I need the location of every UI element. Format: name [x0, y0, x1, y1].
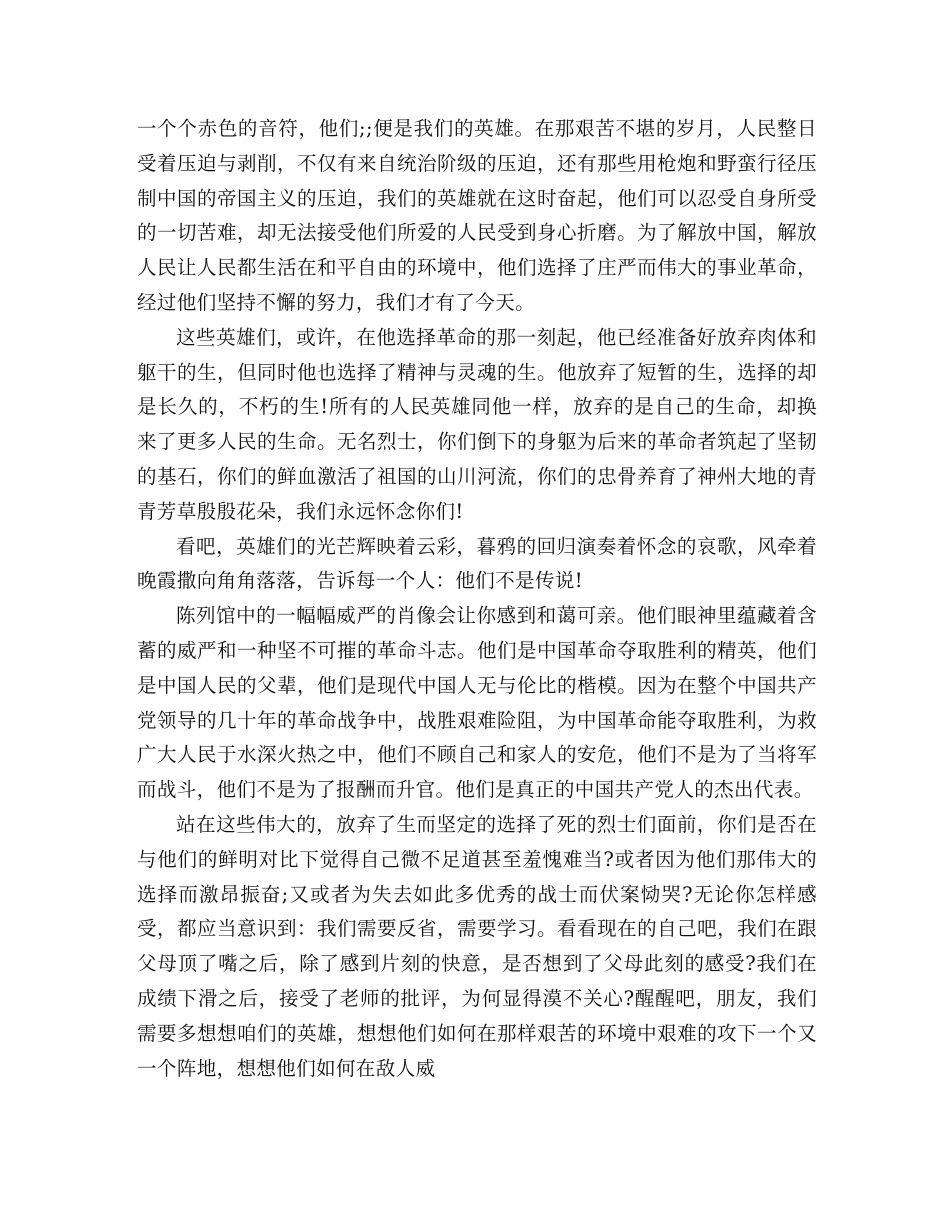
paragraph-5: 站在这些伟大的，放弃了生而坚定的选择了死的烈士们面前，你们是否在与他们的鲜明对比下觉得自己微不足道甚至羞愧难当?或者因为他们那伟大的选择而激昂振奋;又或者为失去如此多优秀的战士而伏案恸哭?无论你怎样感受，都应当意识到：我们需要反省，需要学习。看看现在的自己吧，我们在跟父母顶了嘴之后，除了感到片刻的快意，是否想到了父母此刻的感受?我们在成绩下滑之后，接受了老师的批评，为何显得漠不关心?醒醒吧，朋友，我们需要多想想咱们的英雄，想想他们如何在那样艰苦的环境中艰难的攻下一个又一个阵地，想想他们如何在敌人威 — [137, 812, 817, 1080]
paragraph-1: 一个个赤色的音符，他们;;便是我们的英雄。在那艰苦不堪的岁月，人民整日受着压迫与剥削，不仅有来自统治阶级的压迫，还有那些用枪炮和野蛮行径压制中国的帝国主义的压迫，我们的英雄就在这时奋起，他们可以忍受自身所受的一切苦难，却无法接受他们所爱的人民受到身心折磨。为了解放中国，解放人民让人民都生活在和平自由的环境中，他们选择了庄严而伟大的事业革命，经过他们坚持不懈的努力，我们才有了今天。 — [137, 117, 817, 314]
paragraph-4: 陈列馆中的一幅幅威严的肖像会让你感到和蔼可亲。他们眼神里蕴藏着含蓄的威严和一种坚不可摧的革命斗志。他们是中国革命夺取胜利的精英，他们是中国人民的父辈，他们是现代中国人无与伦比的楷模。因为在整个中国共产党领导的几十年的革命战争中，战胜艰难险阻，为中国革命能夺取胜利，为救广大人民于水深火热之中，他们不顾自己和家人的安危，他们不是为了当将军而战斗，他们不是为了报酬而升官。他们是真正的中国共产党人的杰出代表。 — [137, 604, 817, 802]
paragraph-2: 这些英雄们，或许，在他选择革命的那一刻起，他已经准备好放弃肉体和躯干的生，但同时他也选择了精神与灵魂的生。他放弃了短暂的生，选择的却是长久的，不朽的生!所有的人民英雄同他一样，放弃的是自己的生命，却换来了更多人民的生命。无名烈士，你们倒下的身躯为后来的革命者筑起了坚韧的基石，你们的鲜血激活了祖国的山川河流，你们的忠骨养育了神州大地的青青芳草殷殷花朵，我们永远怀念你们! — [137, 325, 817, 523]
paragraph-3: 看吧，英雄们的光芒辉映着云彩，暮鸦的回归演奏着怀念的哀歌，风牵着晚霞撒向角角落落，告诉每一个人：他们不是传说! — [137, 534, 817, 593]
document-body — [137, 112, 817, 1086]
